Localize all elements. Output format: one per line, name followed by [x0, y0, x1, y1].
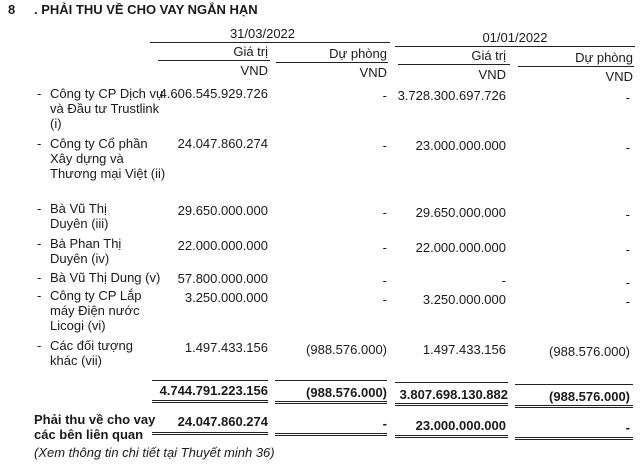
row-provision-p2: - [625, 294, 630, 309]
row-provision-p1: (988.576.000) [306, 342, 387, 357]
row-provision-p1: - [382, 138, 387, 153]
row-label: Công ty CP Lắp máy Điện nước Licogi (vi) [50, 288, 142, 333]
p1-provision-rule [276, 62, 388, 63]
p1-value-header: Giá trị [233, 44, 268, 59]
total-rule-p2v [395, 382, 508, 383]
p1-value-unit: VND [240, 63, 268, 78]
section-title: . PHẢI THU VỀ CHO VAY NGẮN HẠN [34, 2, 258, 17]
row-value-p1: 3.250.000.000 [184, 290, 268, 305]
related-double-rule-p1v [152, 432, 268, 435]
row-value-p1: 4.606.545.929.726 [159, 86, 268, 101]
row-provision-p2: (988.576.000) [549, 344, 630, 359]
p1-value-rule [158, 60, 270, 61]
total-value-p1: 4.744.791.223.156 [159, 383, 268, 398]
related-provision-p2: - [625, 420, 630, 435]
row-label: Bà Vũ Thị Dung (v) [50, 270, 161, 285]
p2-provision-header: Dự phòng [575, 50, 633, 65]
related-value-p1: 24.047.860.274 [177, 414, 268, 429]
related-value-p2: 23.000.000.000 [415, 418, 506, 433]
row-marker: - [37, 288, 42, 303]
row-label: Công ty Cổ phần Xây dựng và Thương mại Việt (ii) [50, 136, 166, 181]
period-2-date: 01/01/2022 [482, 30, 548, 45]
total-double-rule-p1v [152, 400, 268, 403]
total-double-rule-p2p [515, 405, 633, 408]
row-value-p1: 24.047.860.274 [177, 136, 268, 151]
row-label: Các đối tượng khác (vii) [50, 338, 133, 368]
related-double-rule-p2v [395, 435, 508, 438]
row-provision-p2: - [625, 207, 630, 222]
row-value-p2: 3.728.300.697.726 [397, 88, 506, 103]
row-provision-p2: - [625, 275, 630, 290]
related-double-rule-p2p [515, 437, 633, 440]
total-rule-p1p [275, 380, 387, 381]
total-double-rule-p2v [395, 403, 508, 406]
row-value-p2: 29.650.000.000 [415, 205, 506, 220]
p2-provision-unit: VND [605, 69, 633, 84]
related-provision-p1: - [382, 416, 387, 431]
footnote-reference: (Xem thông tin chi tiết tại Thuyết minh 36) [34, 445, 275, 460]
total-provision-p2: (988.576.000) [549, 389, 630, 404]
row-value-p2: 1.497.433.156 [422, 342, 506, 357]
row-marker: - [37, 201, 42, 216]
row-value-p1: 29.650.000.000 [177, 203, 268, 218]
p2-value-rule [398, 64, 510, 65]
total-double-rule-p1p [275, 401, 387, 404]
row-provision-p2: - [625, 90, 630, 105]
period-2-rule [395, 46, 635, 47]
related-double-rule-p1p [275, 433, 387, 436]
period-1-date: 31/03/2022 [229, 26, 296, 41]
row-marker: - [37, 136, 42, 151]
p2-value-unit: VND [478, 67, 506, 82]
row-value-p2: - [501, 273, 506, 288]
row-value-p1: 22.000.000.000 [177, 238, 268, 253]
row-marker: - [37, 338, 42, 353]
row-marker: - [37, 86, 42, 101]
total-value-p2: 3.807.698.130.882 [399, 387, 508, 402]
row-value-p2: 22.000.000.000 [415, 240, 506, 255]
row-value-p1: 1.497.433.156 [184, 340, 268, 355]
p2-value-header: Giá trị [471, 48, 506, 63]
section-number: 8 [8, 2, 16, 17]
row-marker: - [37, 270, 42, 285]
row-label: Bà Vũ Thị Duyên (iii) [50, 201, 109, 231]
row-provision-p1: - [382, 273, 387, 288]
row-label: Công ty CP Dịch vụ và Đầu tư Trustlink (i) [50, 86, 164, 131]
row-value-p2: 3.250.000.000 [422, 292, 506, 307]
row-value-p1: 57.800.000.000 [177, 271, 268, 286]
row-provision-p1: - [382, 292, 387, 307]
row-label: Bà Phan Thị Duyên (iv) [50, 236, 122, 266]
total-rule-p1v [152, 380, 268, 381]
row-provision-p2: - [625, 140, 630, 155]
row-value-p2: 23.000.000.000 [415, 138, 506, 153]
p1-provision-unit: VND [359, 65, 387, 80]
row-provision-p1: - [382, 205, 387, 220]
p2-provision-rule [518, 66, 634, 67]
total-rule-p2p [515, 384, 633, 385]
row-provision-p1: - [382, 240, 387, 255]
row-marker: - [37, 236, 42, 251]
row-provision-p1: - [382, 88, 387, 103]
row-provision-p2: - [625, 242, 630, 257]
related-parties-label: Phải thu về cho vay các bên liên quan [34, 412, 156, 442]
total-provision-p1: (988.576.000) [306, 385, 387, 400]
p1-provision-header: Dự phòng [329, 46, 387, 61]
period-1-rule [150, 42, 390, 43]
